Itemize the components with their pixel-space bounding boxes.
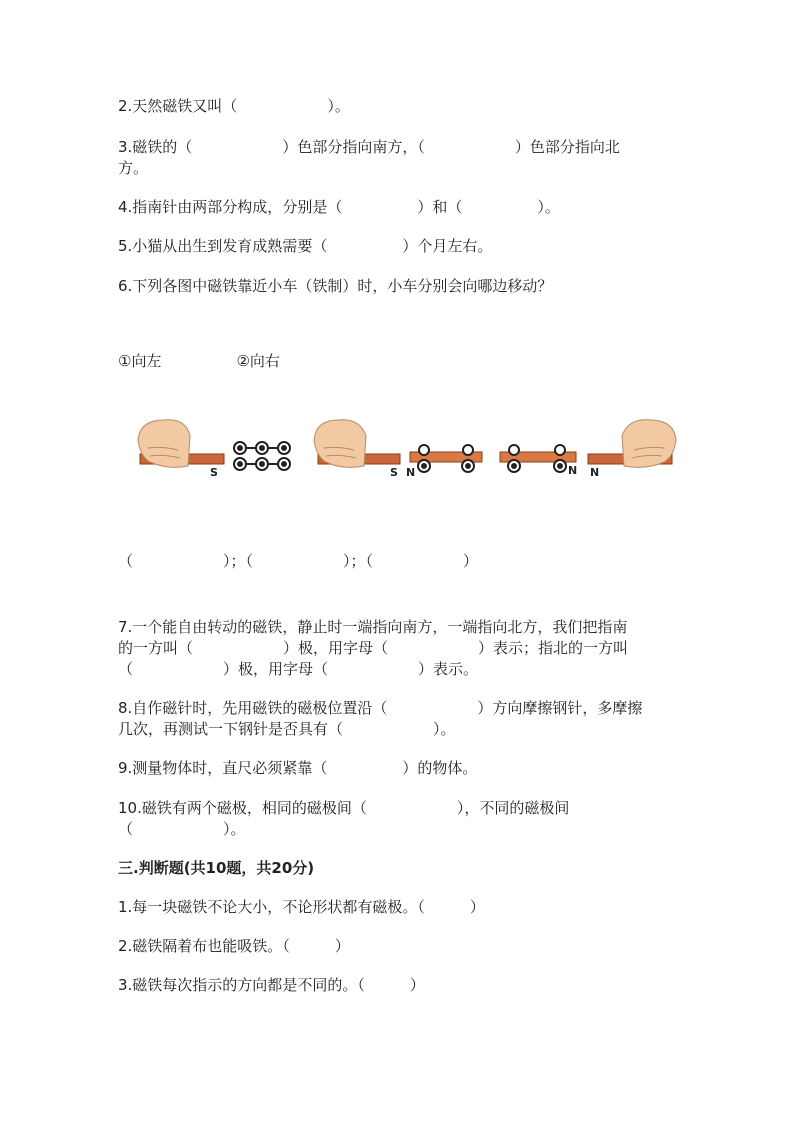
car-3-pole-label: N xyxy=(568,464,578,477)
figure-panel-2 xyxy=(314,420,482,479)
magnet-3-pole-label: N xyxy=(590,466,600,479)
question-6-options: ①向左 ②向右 xyxy=(118,352,280,370)
section-3-heading: 三.判断题(共10题，共20分) xyxy=(118,859,315,877)
question-10-line-2: （ ）。 xyxy=(118,820,246,838)
wheel-frame xyxy=(234,442,290,470)
question-8-line-1: 8.自作磁针时，先用磁铁的磁极位置沿（ ）方向摩擦钢针，多摩擦 xyxy=(118,699,643,717)
question-2: 2.天然磁铁又叫（ ）。 xyxy=(118,97,350,115)
question-3-line-2: 方。 xyxy=(118,159,149,177)
question-6: 6.下列各图中磁铁靠近小车（铁制）时，小车分别会向哪边移动？ xyxy=(118,277,553,295)
section-3-item-3: 3.磁铁每次指示的方向都是不同的。（ ） xyxy=(118,976,425,994)
question-7-line-2: 的一方叫（ ）极，用字母（ ）表示；指北的一方叫 xyxy=(118,639,629,657)
question-3-line-1: 3.磁铁的（ ）色部分指向南方，（ ）色部分指向北 xyxy=(118,138,620,156)
question-10-line-1: 10.磁铁有两个磁极，相同的磁极间（ ），不同的磁极间 xyxy=(118,799,570,817)
car-2-pole-label: N xyxy=(406,466,416,479)
section-3-item-2: 2.磁铁隔着布也能吸铁。（ ） xyxy=(118,937,350,955)
question-6-answers: （ ）；（ ）；（ ） xyxy=(118,552,479,570)
figure-panel-1 xyxy=(138,420,290,479)
figure-panel-3 xyxy=(500,420,676,479)
question-4: 4.指南针由两部分构成，分别是（ ）和（ ）。 xyxy=(118,198,560,216)
magnet-1-pole-label: S xyxy=(210,466,218,479)
question-9: 9.测量物体时，直尺必须紧靠（ ）的物体。 xyxy=(118,759,478,777)
section-3-item-1: 1.每一块磁铁不论大小，不论形状都有磁极。（ ） xyxy=(118,898,485,916)
magnet-car-figure xyxy=(128,410,688,480)
magnet-2-pole-label: S xyxy=(390,466,398,479)
question-5: 5.小猫从出生到发育成熟需要（ ）个月左右。 xyxy=(118,237,493,255)
question-8-line-2: 几次，再测试一下钢针是否具有（ ）。 xyxy=(118,720,456,738)
question-7-line-1: 7.一个能自由转动的磁铁，静止时一端指向南方，一端指向北方，我们把指南 xyxy=(118,618,628,636)
question-7-line-3: （ ）极，用字母（ ）表示。 xyxy=(118,660,479,678)
